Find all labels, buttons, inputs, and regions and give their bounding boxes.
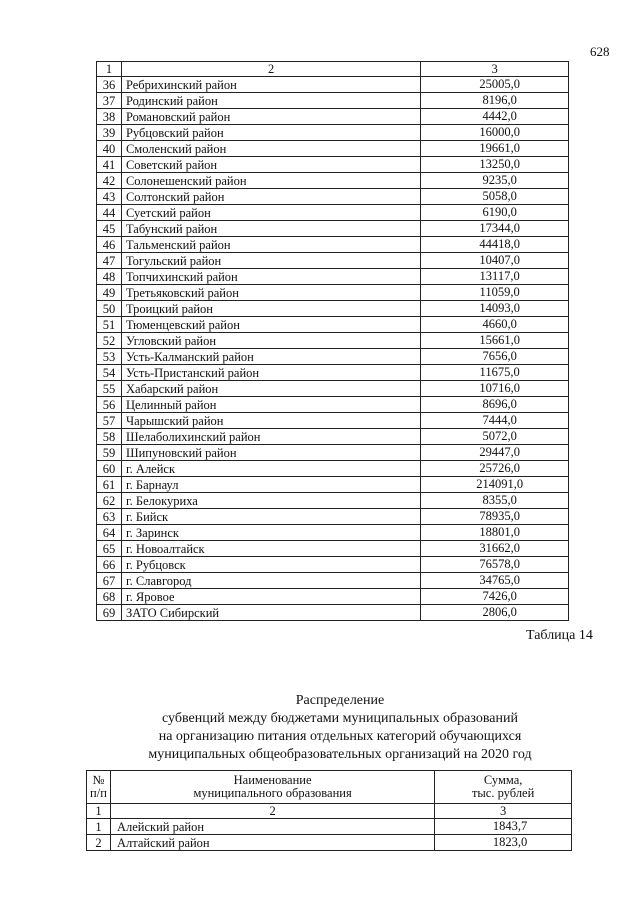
- sum-value: 7656,0: [421, 349, 569, 365]
- table-row: [97, 109, 569, 125]
- sum-value: 29447,0: [421, 445, 569, 461]
- sum-value: 31662,0: [421, 541, 569, 557]
- table-row: [97, 285, 569, 301]
- municipality-name: Алейский район: [110, 819, 434, 835]
- municipality-name: Солонешенский район: [121, 173, 420, 189]
- sum-value: 1823,0: [435, 835, 572, 851]
- column-number: 1: [97, 62, 122, 77]
- row-number: 60: [97, 461, 122, 477]
- sum-value: 8196,0: [421, 93, 569, 109]
- caption-line: субвенций между бюджетами муниципальных образований: [162, 711, 518, 726]
- row-number: 49: [97, 285, 122, 301]
- sum-value: 18801,0: [421, 525, 569, 541]
- sum-value: 34765,0: [421, 573, 569, 589]
- table-row: [97, 93, 569, 109]
- column-number: 3: [421, 62, 569, 77]
- municipality-name: Советский район: [121, 157, 420, 173]
- sum-value: 16000,0: [421, 125, 569, 141]
- municipality-name: Третьяковский район: [121, 285, 420, 301]
- sum-value: 11059,0: [421, 285, 569, 301]
- sum-value: 11675,0: [421, 365, 569, 381]
- municipality-name: Шелаболихинский район: [121, 429, 420, 445]
- row-number: 54: [97, 365, 122, 381]
- table-row: [97, 237, 569, 253]
- municipality-name: Топчихинский район: [121, 269, 420, 285]
- municipality-name: Троицкий район: [121, 301, 420, 317]
- municipality-name: Алтайский район: [110, 835, 434, 851]
- table-row: [97, 445, 569, 461]
- row-number: 42: [97, 173, 122, 189]
- sum-header: Сумма, тыс. рублей: [435, 771, 572, 804]
- table-row: [97, 557, 569, 573]
- municipality-name: Шипуновский район: [121, 445, 420, 461]
- table-row: [97, 189, 569, 205]
- sum-value: 4660,0: [421, 317, 569, 333]
- municipality-name: Ребрихинский район: [121, 77, 420, 93]
- table-row: [97, 413, 569, 429]
- table-row: [97, 253, 569, 269]
- row-number: 69: [97, 605, 122, 621]
- caption-line: муниципальных общеобразовательных организаций на 2020 год: [148, 747, 532, 762]
- table-row: [87, 835, 572, 851]
- sum-value: 25005,0: [421, 77, 569, 93]
- municipality-name: г. Новоалтайск: [121, 541, 420, 557]
- municipality-name: г. Барнаул: [121, 477, 420, 493]
- row-number: 48: [97, 269, 122, 285]
- row-number: 41: [97, 157, 122, 173]
- caption-line: Распределение: [295, 693, 385, 708]
- sum-value: 13117,0: [421, 269, 569, 285]
- table-row: [97, 541, 569, 557]
- municipality-name: г. Рубцовск: [121, 557, 420, 573]
- row-number: 43: [97, 189, 122, 205]
- row-number: 2: [87, 835, 111, 851]
- row-number: 38: [97, 109, 122, 125]
- table-row: [97, 573, 569, 589]
- table-row: [97, 301, 569, 317]
- municipality-name: Романовский район: [121, 109, 420, 125]
- table-row: [97, 477, 569, 493]
- table-row: [87, 819, 572, 835]
- sum-value: 7444,0: [421, 413, 569, 429]
- sum-value: 7426,0: [421, 589, 569, 605]
- sum-value: 76578,0: [421, 557, 569, 573]
- table-row: [97, 157, 569, 173]
- table-row: [97, 493, 569, 509]
- municipality-name: г. Бийск: [121, 509, 420, 525]
- table-row: [97, 333, 569, 349]
- municipality-name: Тальменский район: [121, 237, 420, 253]
- row-number: 1: [87, 819, 111, 835]
- row-number: 45: [97, 221, 122, 237]
- row-number: 51: [97, 317, 122, 333]
- column-number: 2: [121, 62, 420, 77]
- row-number: 44: [97, 205, 122, 221]
- name-header: Наименование муниципального образования: [110, 771, 434, 804]
- municipality-name: Солтонский район: [121, 189, 420, 205]
- row-number: 39: [97, 125, 122, 141]
- sum-value: 10716,0: [421, 381, 569, 397]
- municipality-name: Тогульский район: [121, 253, 420, 269]
- row-number: 36: [97, 77, 122, 93]
- sum-value: 6190,0: [421, 205, 569, 221]
- sum-value: 10407,0: [421, 253, 569, 269]
- sum-value: 2806,0: [421, 605, 569, 621]
- municipality-name: Целинный район: [121, 397, 420, 413]
- row-number: 63: [97, 509, 122, 525]
- table-row: [97, 221, 569, 237]
- municipality-name: Рубцовский район: [121, 125, 420, 141]
- row-number: 57: [97, 413, 122, 429]
- sum-value: 19661,0: [421, 141, 569, 157]
- column-number: 3: [435, 804, 572, 819]
- table-row: [97, 125, 569, 141]
- table-row: [97, 509, 569, 525]
- row-number: 55: [97, 381, 122, 397]
- municipality-name: г. Яровое: [121, 589, 420, 605]
- row-number: 64: [97, 525, 122, 541]
- table-row: [97, 349, 569, 365]
- row-number: 65: [97, 541, 122, 557]
- table-row: [97, 269, 569, 285]
- column-number: 1: [87, 804, 111, 819]
- subvention-table-continued: [96, 61, 569, 621]
- table-row: [97, 77, 569, 93]
- sum-value: 17344,0: [421, 221, 569, 237]
- municipality-name: г. Славгород: [121, 573, 420, 589]
- sum-value: 25726,0: [421, 461, 569, 477]
- table-row: [97, 205, 569, 221]
- sum-value: 9235,0: [421, 173, 569, 189]
- table-row: [97, 381, 569, 397]
- municipality-name: г. Алейск: [121, 461, 420, 477]
- municipality-name: ЗАТО Сибирский: [121, 605, 420, 621]
- sum-value: 13250,0: [421, 157, 569, 173]
- municipality-name: Табунский район: [121, 221, 420, 237]
- row-number: 50: [97, 301, 122, 317]
- sum-value: 15661,0: [421, 333, 569, 349]
- row-number: 47: [97, 253, 122, 269]
- municipality-name: г. Белокуриха: [121, 493, 420, 509]
- sum-value: 44418,0: [421, 237, 569, 253]
- row-number: 53: [97, 349, 122, 365]
- row-number: 66: [97, 557, 122, 573]
- sum-value: 214091,0: [421, 477, 569, 493]
- table-row: [97, 429, 569, 445]
- municipality-name: Усть-Пристанский район: [121, 365, 420, 381]
- row-number: 52: [97, 333, 122, 349]
- table-row: [97, 605, 569, 621]
- row-number: 61: [97, 477, 122, 493]
- municipality-name: Тюменцевский район: [121, 317, 420, 333]
- row-number: 46: [97, 237, 122, 253]
- header-row: [87, 771, 572, 804]
- row-number: 67: [97, 573, 122, 589]
- municipality-name: Чарышский район: [121, 413, 420, 429]
- number-header: № п/п: [87, 771, 111, 804]
- column-number-row: [87, 804, 572, 819]
- municipality-name: Смоленский район: [121, 141, 420, 157]
- table-row: [97, 365, 569, 381]
- row-number: 37: [97, 93, 122, 109]
- table-caption: [100, 692, 580, 764]
- sum-value: 8696,0: [421, 397, 569, 413]
- table-row: [97, 173, 569, 189]
- municipality-name: Угловский район: [121, 333, 420, 349]
- table-row: [97, 397, 569, 413]
- municipality-name: Суетский район: [121, 205, 420, 221]
- subvention-table-14: [86, 770, 572, 851]
- sum-value: 8355,0: [421, 493, 569, 509]
- table-row: [97, 525, 569, 541]
- column-number: 2: [110, 804, 434, 819]
- column-number-row: [97, 62, 569, 77]
- row-number: 58: [97, 429, 122, 445]
- sum-value: 4442,0: [421, 109, 569, 125]
- page-number: 628: [590, 44, 610, 59]
- sum-value: 1843,7: [435, 819, 572, 835]
- sum-value: 78935,0: [421, 509, 569, 525]
- row-number: 56: [97, 397, 122, 413]
- sum-value: 14093,0: [421, 301, 569, 317]
- sum-value: 5058,0: [421, 189, 569, 205]
- row-number: 59: [97, 445, 122, 461]
- municipality-name: г. Заринск: [121, 525, 420, 541]
- sum-value: 5072,0: [421, 429, 569, 445]
- table-row: [97, 317, 569, 333]
- table-row: [97, 589, 569, 605]
- row-number: 68: [97, 589, 122, 605]
- row-number: 62: [97, 493, 122, 509]
- table-row: [97, 141, 569, 157]
- table-row: [97, 461, 569, 477]
- municipality-name: Усть-Калманский район: [121, 349, 420, 365]
- caption-line: на организацию питания отдельных категорий обучающихся: [158, 729, 522, 744]
- table-label: Таблица 14: [526, 628, 593, 643]
- municipality-name: Родинский район: [121, 93, 420, 109]
- municipality-name: Хабарский район: [121, 381, 420, 397]
- row-number: 40: [97, 141, 122, 157]
